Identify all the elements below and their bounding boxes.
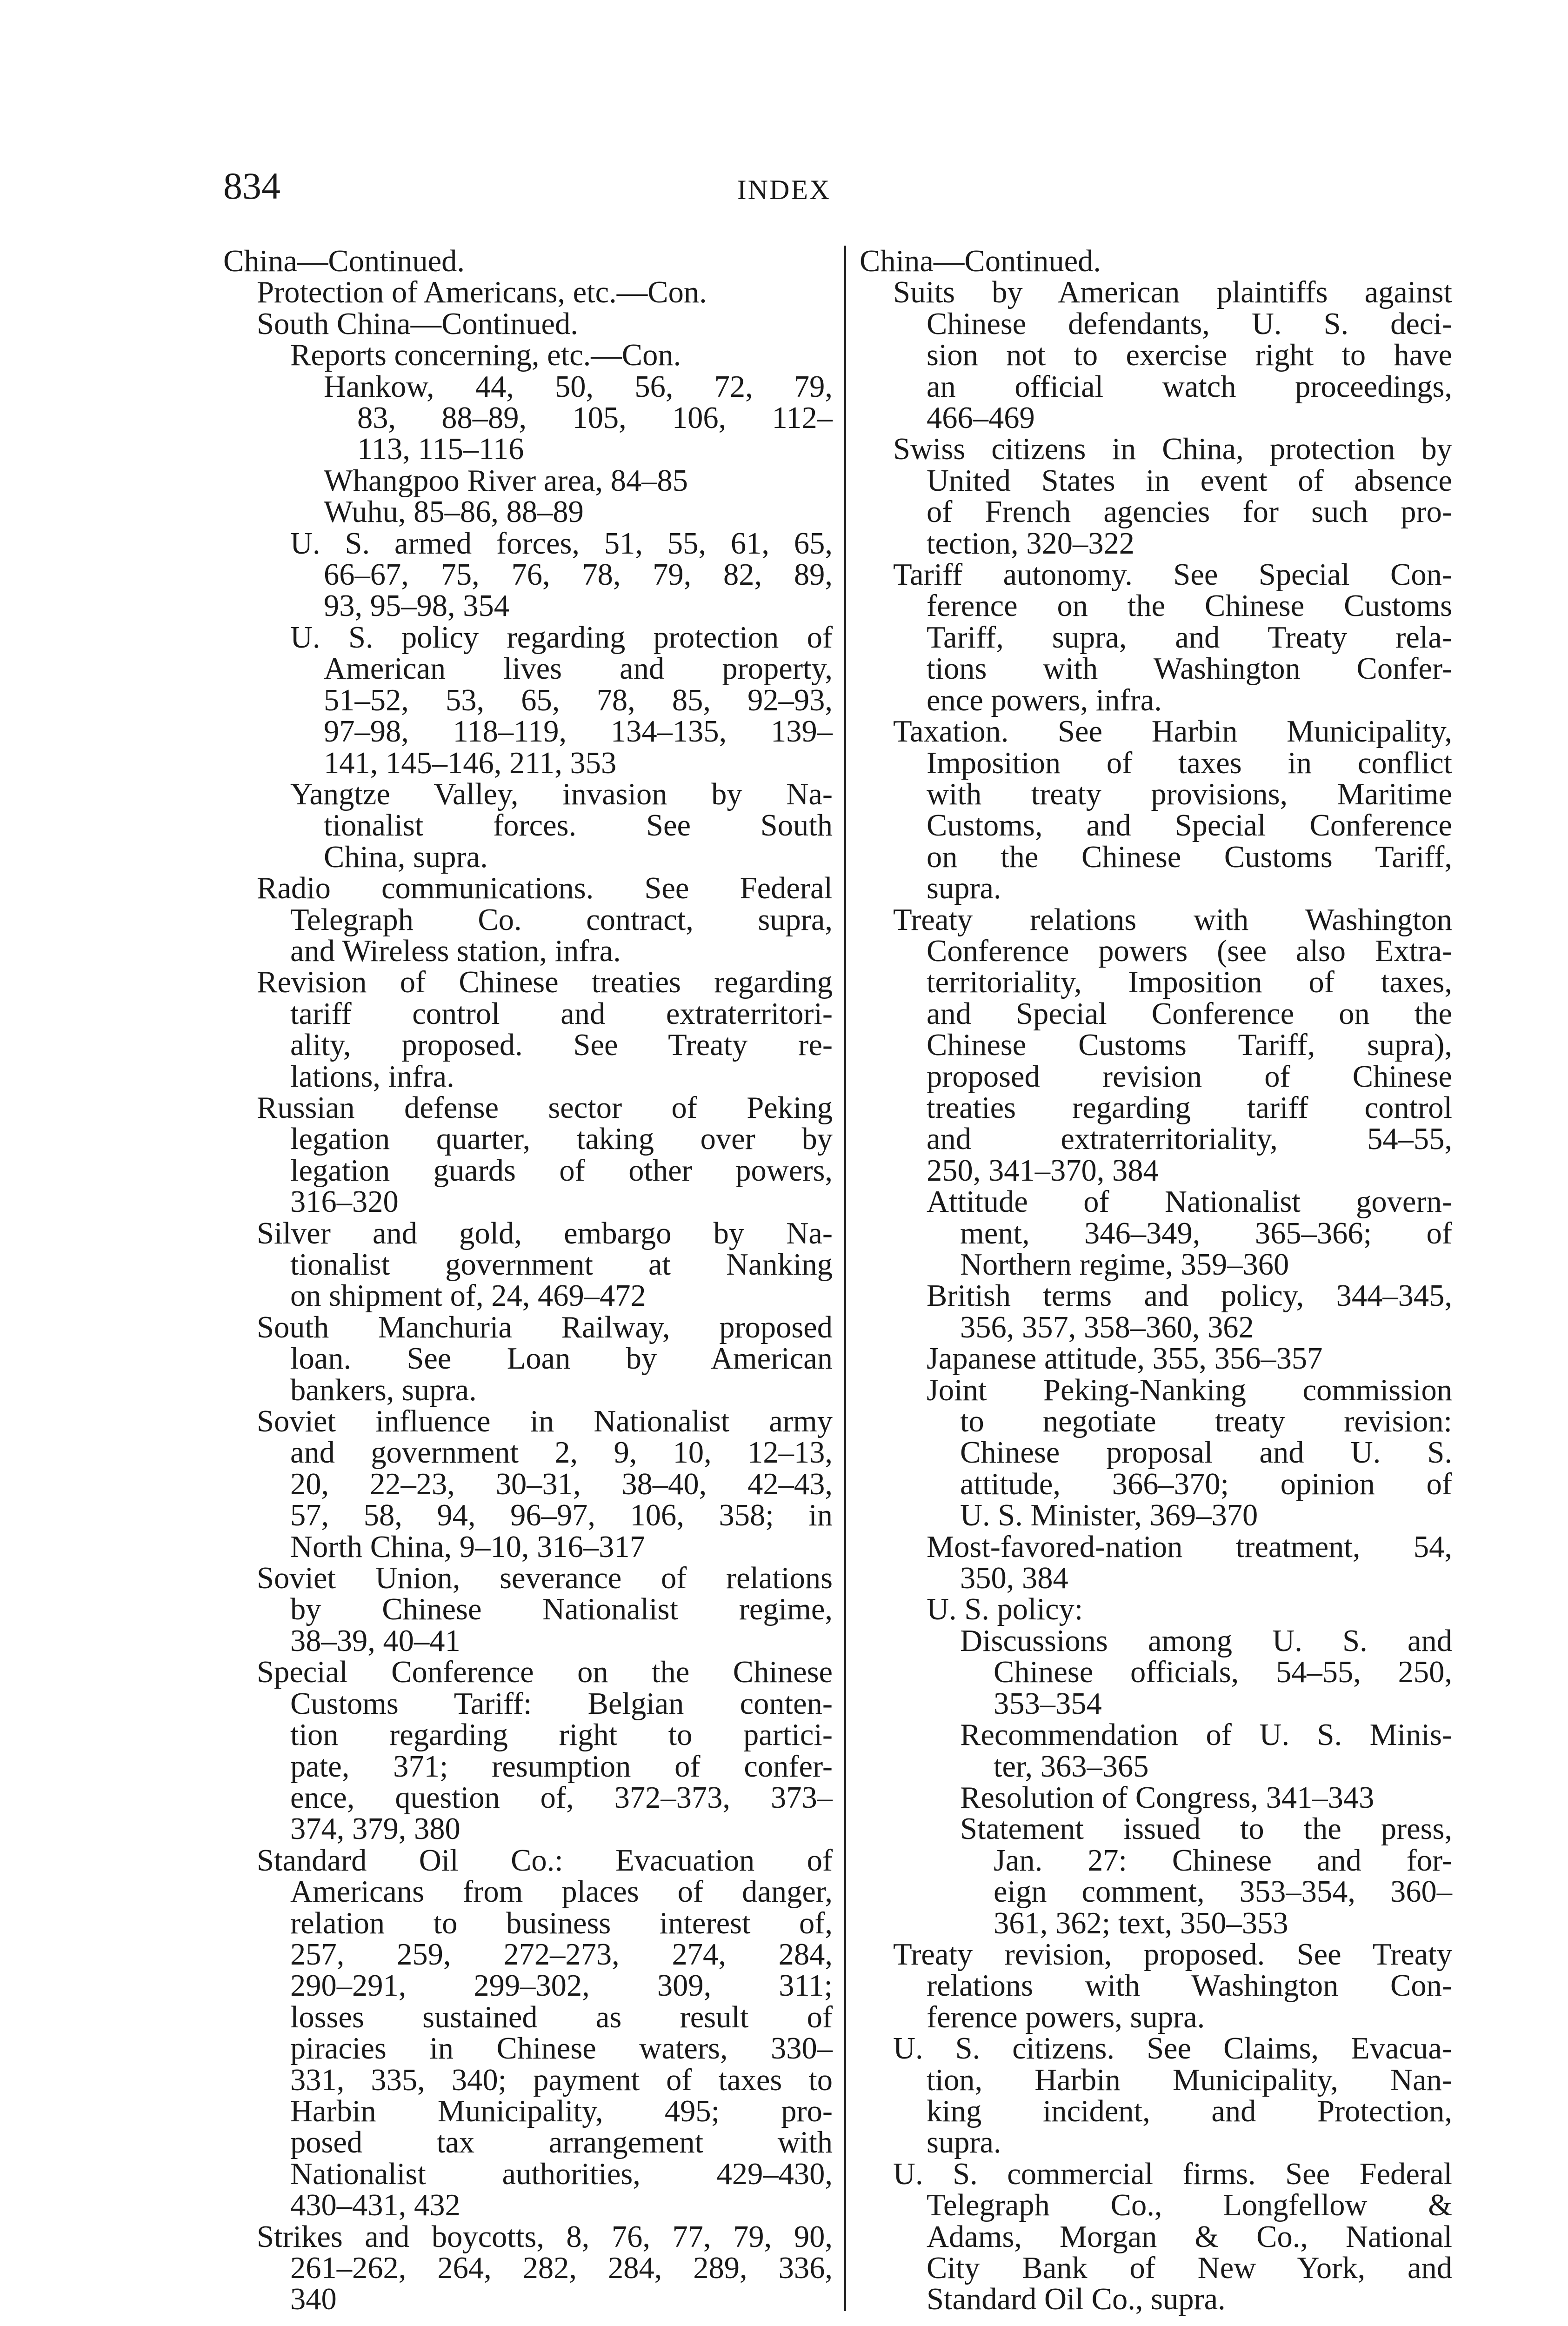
index-line: Joint Peking-Nanking commission [927, 1373, 1452, 1407]
index-line: piracies in Chinese waters, 330– [290, 2032, 833, 2066]
index-line: U. S. policy regarding protection of [290, 620, 833, 655]
index-line: 257, 259, 272–273, 274, 284, [290, 1937, 833, 1972]
index-line: Tariff autonomy. See Special Con- [893, 558, 1452, 592]
index-line: 141, 145–146, 211, 353 [324, 746, 617, 780]
index-line: tions with Washington Confer- [927, 652, 1452, 686]
index-line: Russian defense sector of Peking [257, 1090, 833, 1125]
index-line: U. S. commercial firms. See Federal [893, 2157, 1452, 2191]
index-line: Discussions among U. S. and [960, 1624, 1452, 1658]
index-line: Jan. 27: Chinese and for- [994, 1843, 1452, 1878]
index-line: North China, 9–10, 316–317 [290, 1530, 645, 1564]
index-line: losses sustained as result of [290, 2000, 833, 2034]
index-line: to negotiate treaty revision: [960, 1404, 1452, 1439]
index-line: Chinese proposal and U. S. [960, 1436, 1452, 1470]
index-line: 361, 362; text, 350–353 [994, 1906, 1288, 1940]
index-line: Chinese Customs Tariff, supra), [927, 1028, 1452, 1063]
page-header [0, 160, 1568, 212]
index-line: 316–320 [290, 1185, 399, 1219]
index-line: 290–291, 299–302, 309, 311; [290, 1969, 833, 2003]
index-line: 374, 379, 380 [290, 1812, 460, 1846]
index-line: Imposition of taxes in conflict [927, 746, 1452, 780]
index-line: and Special Conference on the [927, 996, 1452, 1031]
index-line: 38–39, 40–41 [290, 1624, 460, 1658]
index-line: Yangtze Valley, invasion by Na- [290, 777, 833, 811]
index-line: Suits by American plaintiffs against [893, 275, 1452, 310]
index-line: Silver and gold, embargo by Na- [257, 1216, 833, 1250]
index-line: lations, infra. [290, 1059, 454, 1094]
index-line: attitude, 366–370; opinion of [960, 1467, 1452, 1501]
index-line: legation guards of other powers, [290, 1153, 833, 1188]
index-line: Treaty relations with Washington [893, 902, 1452, 937]
index-line: 97–98, 118–119, 134–135, 139– [324, 715, 833, 749]
index-line: Strikes and boycotts, 8, 76, 77, 79, 90, [257, 2219, 833, 2254]
index-line: City Bank of New York, and [927, 2251, 1452, 2285]
index-line: pate, 371; resumption of confer- [290, 1749, 833, 1784]
index-line: tionalist forces. See South [324, 809, 833, 843]
index-line: tion regarding right to partici- [290, 1718, 833, 1752]
index-line: tection, 320–322 [927, 526, 1134, 561]
index-line: ence powers, infra. [927, 683, 1162, 717]
index-line: Telegraph Co., Longfellow & [927, 2188, 1452, 2223]
index-line: Soviet influence in Nationalist army [257, 1404, 833, 1439]
index-line: 340 [290, 2282, 337, 2317]
index-line: eign comment, 353–354, 360– [994, 1875, 1452, 1909]
index-line: ference on the Chinese Customs [927, 589, 1452, 623]
index-line: Japanese attitude, 355, 356–357 [927, 1342, 1323, 1376]
index-line: Chinese defendants, U. S. deci- [927, 307, 1452, 341]
index-line: Hankow, 44, 50, 56, 72, 79, [324, 369, 833, 404]
index-line: 250, 341–370, 384 [927, 1153, 1159, 1188]
index-line: Revision of Chinese treaties regarding [257, 965, 833, 1000]
index-line: Attitude of Nationalist govern- [927, 1185, 1452, 1219]
index-line: 57, 58, 94, 96–97, 106, 358; in [290, 1498, 833, 1533]
page-number: 834 [223, 165, 280, 207]
index-line: Resolution of Congress, 341–343 [960, 1780, 1375, 1815]
index-line: proposed revision of Chinese [927, 1059, 1452, 1094]
index-line: United States in event of absence [927, 463, 1452, 498]
index-line: China, supra. [324, 840, 488, 874]
index-line: sion not to exercise right to have [927, 338, 1452, 373]
index-line: 51–52, 53, 65, 78, 85, 92–93, [324, 683, 833, 717]
index-line: China—Continued. [860, 244, 1101, 278]
index-line: tariff control and extraterritori- [290, 996, 833, 1031]
index-line: 353–354 [994, 1686, 1102, 1721]
running-head: INDEX [737, 174, 831, 205]
index-line: Special Conference on the Chinese [257, 1655, 833, 1690]
index-line: bankers, supra. [290, 1373, 477, 1407]
index-line: Soviet Union, severance of relations [257, 1561, 833, 1596]
index-line: 20, 22–23, 30–31, 38–40, 42–43, [290, 1467, 833, 1501]
index-line: Treaty revision, proposed. See Treaty [893, 1937, 1452, 1972]
index-line: tion, Harbin Municipality, Nan- [927, 2063, 1452, 2097]
index-line: 356, 357, 358–360, 362 [960, 1310, 1254, 1344]
index-line: Adams, Morgan & Co., National [927, 2219, 1452, 2254]
index-line: supra. [927, 871, 1001, 906]
index-line: Reports concerning, etc.—Con. [290, 338, 681, 373]
index-line: ence, question of, 372–373, 373– [290, 1780, 833, 1815]
index-line: Harbin Municipality, 495; pro- [290, 2094, 833, 2128]
index-line: 331, 335, 340; payment of taxes to [290, 2063, 833, 2097]
index-line: Whangpoo River area, 84–85 [324, 463, 688, 498]
index-line: ference powers, supra. [927, 2000, 1205, 2034]
index-line: tionalist government at Nanking [290, 1248, 833, 1282]
index-line: U. S. policy: [927, 1592, 1083, 1627]
index-line: 466–469 [927, 401, 1035, 435]
index-line: South Manchuria Railway, proposed [257, 1310, 833, 1344]
index-line: 83, 88–89, 105, 106, 112– [357, 401, 833, 435]
index-column-right [843, 246, 1452, 2315]
index-line: and Wireless station, infra. [290, 934, 621, 968]
index-line: Conference powers (see also Extra- [927, 934, 1452, 968]
index-line: Most-favored-nation treatment, 54, [927, 1530, 1452, 1564]
index-line: ment, 346–349, 365–366; of [960, 1216, 1452, 1250]
index-line: 113, 115–116 [357, 432, 524, 467]
index-line: posed tax arrangement with [290, 2125, 833, 2160]
index-line: Northern regime, 359–360 [960, 1248, 1289, 1282]
index-line: with treaty provisions, Maritime [927, 777, 1452, 811]
index-line: 66–67, 75, 76, 78, 79, 82, 89, [324, 558, 833, 592]
index-line: Americans from places of danger, [290, 1875, 833, 1909]
index-line: Customs, and Special Conference [927, 809, 1452, 843]
index-line: by Chinese Nationalist regime, [290, 1592, 833, 1627]
index-line: on shipment of, 24, 469–472 [290, 1279, 646, 1313]
index-line: loan. See Loan by American [290, 1342, 833, 1376]
index-line: 430–431, 432 [290, 2188, 460, 2223]
index-line: Swiss citizens in China, protection by [893, 432, 1452, 467]
index-line: an official watch proceedings, [927, 369, 1452, 404]
index-line: U. S. Minister, 369–370 [960, 1498, 1258, 1533]
index-line: Customs Tariff: Belgian conten- [290, 1686, 833, 1721]
index-line: British terms and policy, 344–345, [927, 1279, 1452, 1313]
index-line: Telegraph Co. contract, supra, [290, 902, 833, 937]
index-line: relation to business interest of, [290, 1906, 833, 1940]
index-line: Recommendation of U. S. Minis- [960, 1718, 1452, 1752]
index-line: and government 2, 9, 10, 12–13, [290, 1436, 833, 1470]
index-line: China—Continued. [223, 244, 465, 278]
index-line: territoriality, Imposition of taxes, [927, 965, 1452, 1000]
index-line: Radio communications. See Federal [257, 871, 833, 906]
index-line: U. S. citizens. See Claims, Evacua- [893, 2032, 1452, 2066]
index-line: Taxation. See Harbin Municipality, [893, 715, 1452, 749]
index-line: South China—Continued. [257, 307, 578, 341]
index-line: treaties regarding tariff control [927, 1090, 1452, 1125]
index-line: supra. [927, 2125, 1001, 2160]
index-line: 261–262, 264, 282, 284, 289, 336, [290, 2251, 833, 2285]
index-line: Protection of Americans, etc.—Con. [257, 275, 707, 310]
index-line: Wuhu, 85–86, 88–89 [324, 495, 584, 529]
index-line: legation quarter, taking over by [290, 1122, 833, 1156]
index-line: Statement issued to the press, [960, 1812, 1452, 1846]
index-line: American lives and property, [324, 652, 833, 686]
index-line: 350, 384 [960, 1561, 1068, 1596]
index-line: ter, 363–365 [994, 1749, 1149, 1784]
index-line: U. S. armed forces, 51, 55, 61, 65, [290, 526, 833, 561]
index-line: ality, proposed. See Treaty re- [290, 1028, 833, 1063]
index-line: Tariff, supra, and Treaty rela- [927, 620, 1452, 655]
index-line: of French agencies for such pro- [927, 495, 1452, 529]
index-line: on the Chinese Customs Tariff, [927, 840, 1452, 874]
index-line: relations with Washington Con- [927, 1969, 1452, 2003]
index-line: Nationalist authorities, 429–430, [290, 2157, 833, 2191]
index-column-left [223, 246, 833, 2315]
index-line: king incident, and Protection, [927, 2094, 1452, 2128]
index-line: Standard Oil Co.: Evacuation of [257, 1843, 833, 1878]
index-line: Chinese officials, 54–55, 250, [994, 1655, 1452, 1690]
index-line: and extraterritoriality, 54–55, [927, 1122, 1452, 1156]
index-line: 93, 95–98, 354 [324, 589, 509, 623]
index-line: Standard Oil Co., supra. [927, 2282, 1226, 2317]
